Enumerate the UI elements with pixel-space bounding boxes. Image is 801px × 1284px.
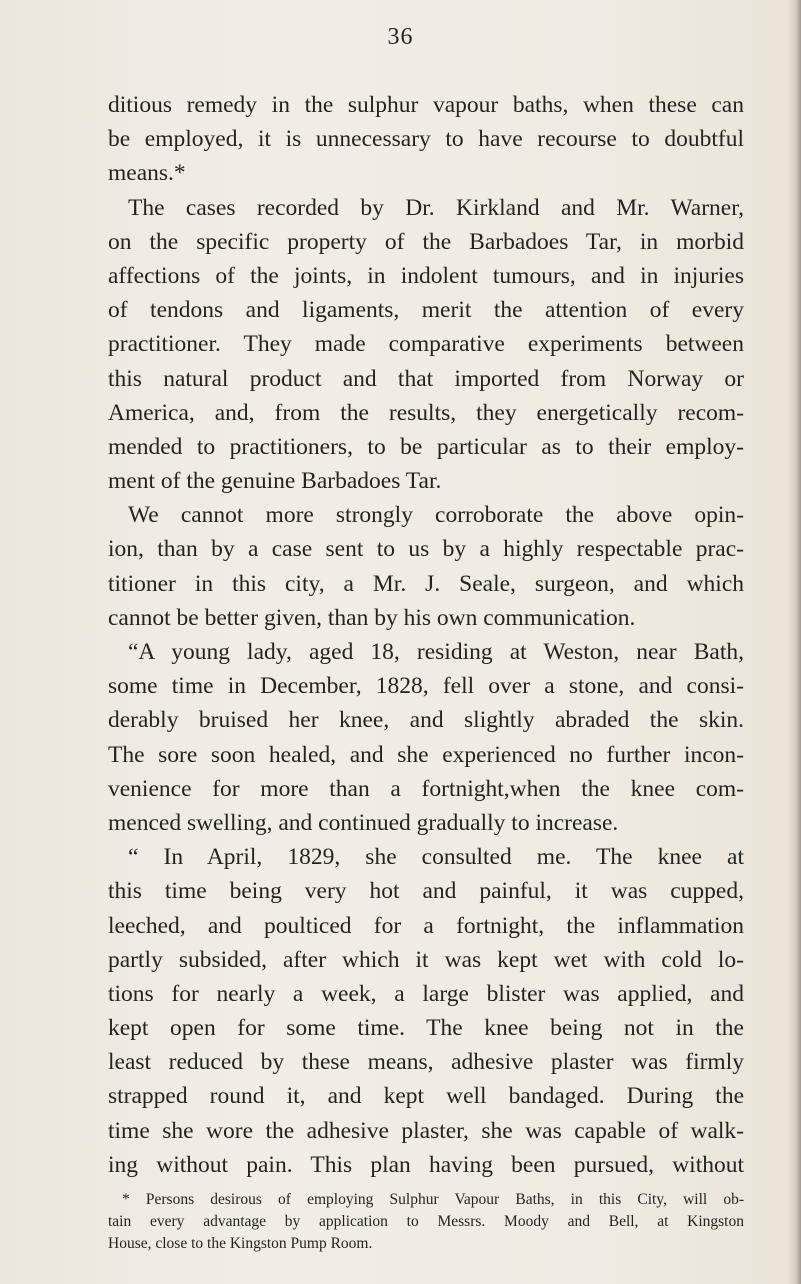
body-line: “A young lady, aged 18, residing at Weston, near Bath, xyxy=(128,639,744,665)
footnote-line: House, close to the Kingston Pump Room. xyxy=(108,1235,373,1252)
body-line: tions for nearly a week, a large blister was applied, and xyxy=(108,980,744,1007)
body-line: means.* xyxy=(108,160,186,187)
body-line: of tendons and ligaments, merit the attention of every xyxy=(108,297,744,324)
body-line: strapped round it, and kept well bandaged. During the xyxy=(108,1083,744,1110)
body-line: “ In April, 1829, she consulted me. The knee at xyxy=(128,844,744,871)
body-line: this natural product and that imported from Norway or xyxy=(108,365,744,392)
body-line: venience for more than a fortnight,when the knee com- xyxy=(108,775,744,802)
body-text xyxy=(108,88,744,1182)
footnote-line: * Persons desirous of employing Sulphur Vapour Baths, in this City, will ob- xyxy=(122,1191,744,1208)
body-line: ditious remedy in the sulphur vapour baths, when these can xyxy=(108,92,744,118)
body-line: mended to practitioners, to be particular as to their employ- xyxy=(108,433,744,460)
body-line: The cases recorded by Dr. Kirkland and Mr. Warner, xyxy=(128,194,744,221)
body-line: be employed, it is unnecessary to have recourse to doubtful xyxy=(108,126,744,153)
body-line: least reduced by these means, adhesive plaster was firmly xyxy=(108,1049,744,1076)
body-line: leeched, and poulticed for a fortnight, the inflammation xyxy=(108,912,744,939)
body-line: The sore soon healed, and she experienced no further incon- xyxy=(108,741,744,768)
body-line: some time in December, 1828, fell over a stone, and consi- xyxy=(108,673,744,700)
body-line: derably bruised her knee, and slightly abraded the skin. xyxy=(108,707,744,734)
page-edge-shadow xyxy=(787,0,801,1284)
body-line: menced swelling, and continued gradually to increase. xyxy=(108,809,619,836)
body-line: America, and, from the results, they energetically recom- xyxy=(108,399,744,426)
body-line: affections of the joints, in indolent tumours, and in injuries xyxy=(108,262,744,289)
body-line: ment of the genuine Barbadoes Tar. xyxy=(108,468,442,495)
body-line: ion, than by a case sent to us by a highly respectable prac- xyxy=(108,536,744,563)
body-line: We cannot more strongly corroborate the above opin- xyxy=(128,502,744,529)
body-line: kept open for some time. The knee being not in the xyxy=(108,1015,744,1042)
body-line: time she wore the adhesive plaster, she was capable of walk- xyxy=(108,1117,744,1144)
body-line: cannot be better given, than by his own communication. xyxy=(108,604,636,631)
body-line: ing without pain. This plan having been pursued, without xyxy=(108,1151,744,1178)
body-line: partly subsided, after which it was kept wet with cold lo- xyxy=(108,946,744,973)
page-number: 36 xyxy=(387,24,414,50)
body-line: titioner in this city, a Mr. J. Seale, surgeon, and which xyxy=(108,570,744,597)
body-line: on the specific property of the Barbadoes Tar, in morbid xyxy=(108,228,744,255)
footnote xyxy=(108,1189,744,1255)
footnote-line: tain every advantage by application to Messrs. Moody and Bell, at Kingston xyxy=(108,1213,744,1230)
body-line: practitioner. They made comparative experiments between xyxy=(108,331,744,358)
body-line: this time being very hot and painful, it was cupped, xyxy=(108,878,744,905)
